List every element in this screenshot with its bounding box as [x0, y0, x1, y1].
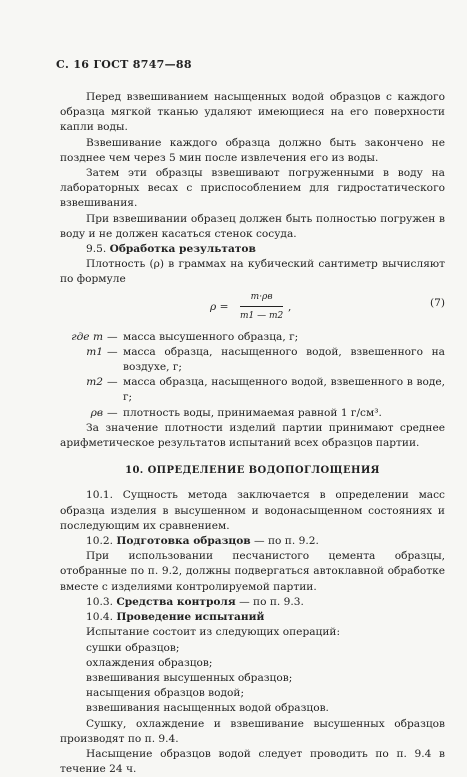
section-10-heading: 10. ОПРЕДЕЛЕНИЕ ВОДОПОГЛОЩЕНИЯ [125, 465, 380, 477]
legend-row [60, 406, 445, 421]
section-10-3-number: 10.3. [86, 595, 113, 608]
legend-text: масса образца, насыщенного водой, взвешенного в воде, г; [123, 376, 445, 404]
paragraph-operations-intro: Испытание состоит из следующих операций: [86, 626, 341, 639]
paragraph-wipe: Перед взвешиванием насыщенных водой образцов с каждого образца мягкой тканью удаляют имеющиеся на его поверхности капли воды. [60, 91, 445, 134]
list-item: взвешивания высушенных образцов; [86, 671, 293, 684]
formula-fraction [240, 290, 283, 324]
section-10-2-number: 10.2. [86, 535, 113, 548]
legend-text: масса образца, насыщенного водой, взвешенного на воздухе, г; [123, 345, 445, 374]
legend-row [60, 330, 445, 345]
formula-numerator: m·ρв [240, 290, 283, 307]
paragraph-average: За значение плотности изделий партии принимают среднее арифметическое результатов испытаний всех образцов партии. [60, 421, 445, 450]
legend-dash: — [107, 345, 118, 358]
paragraph-time-limit: Взвешивание каждого образца должно быть закончено не позднее чем через 5 мин после извлечения его из воды. [60, 136, 445, 164]
section-10-3-ref: — по п. 9.3. [239, 595, 304, 608]
density-formula [60, 290, 445, 326]
formula-number: (7) [429, 296, 445, 309]
operations-list [60, 641, 445, 717]
page-header: С. 16 ГОСТ 8747—88 [56, 58, 192, 71]
legend-dash: — [107, 376, 118, 389]
paragraph-immersion: При взвешивании образец должен быть полностью погружен в воду и не должен касаться стенок сосуда. [60, 212, 445, 240]
section-10-4-number: 10.4. [86, 611, 113, 624]
paragraph-hydrostatic: Затем эти образцы взвешивают погруженными в воду на лабораторных весах с приспособлением для гидростатического взвешивания. [60, 167, 445, 210]
list-item: насыщения образцов водой; [86, 687, 245, 700]
paragraph-drying: Сушку, охлаждение и взвешивание высушенных образцов производят по п. 9.4. [60, 717, 445, 745]
formula-denominator: m1 — m2 [240, 310, 284, 321]
section-10-4-title: Проведение испытаний [116, 611, 265, 624]
legend-symbol: m1 [86, 345, 103, 358]
legend-prefix: где [71, 330, 90, 343]
body-text [60, 90, 445, 777]
section-10-2-heading [60, 534, 445, 549]
section-10-4-heading [60, 610, 445, 625]
paragraph-saturation: Насыщение образцов водой следует проводить по п. 9.4 в течение 24 ч. [60, 747, 445, 776]
paragraph-10-1: 10.1. Сущность метода заключается в определении масс образца изделия в высушенном и водонасыщенном состояниях и последующим их сравнением. [60, 489, 445, 532]
legend-row [60, 345, 445, 375]
section-10-2-title: Подготовка образцов [116, 535, 251, 548]
legend-symbol: ρв [90, 406, 103, 419]
paragraph-density-intro: Плотность (ρ) в граммах на кубический сантиметр вычисляют по формуле [60, 258, 445, 286]
section-10-3-title: Средства контроля [116, 595, 236, 608]
paragraph-cement: При использовании песчанистого цемента образцы, отобранные по п. 9.2, должны подвергаться автоклавной обработке вместе с изделиями контролируемой партии. [60, 550, 445, 593]
legend-dash: — [107, 330, 118, 343]
legend-symbol: m [92, 330, 103, 343]
formula-lhs: ρ = [210, 300, 229, 313]
section-9-5-heading [60, 242, 445, 257]
formula-comma: , [288, 300, 292, 313]
list-item: охлаждения образцов; [86, 656, 213, 669]
legend-text: масса высушенного образца, г; [123, 330, 299, 343]
legend-row [60, 375, 445, 405]
list-item: взвешивания насыщенных водой образцов. [86, 702, 329, 715]
legend-symbol: m2 [86, 376, 103, 389]
section-9-5-title: Обработка результатов [109, 243, 256, 256]
section-10-3-heading [60, 595, 445, 610]
legend-text: плотность воды, принимаемая равной 1 г/см³. [123, 406, 382, 419]
list-item: сушки образцов; [86, 641, 180, 654]
variables-legend [60, 330, 445, 421]
legend-dash: — [107, 406, 118, 419]
section-9-5-number: 9.5. [86, 243, 107, 256]
section-10-2-ref: — по п. 9.2. [254, 535, 319, 548]
